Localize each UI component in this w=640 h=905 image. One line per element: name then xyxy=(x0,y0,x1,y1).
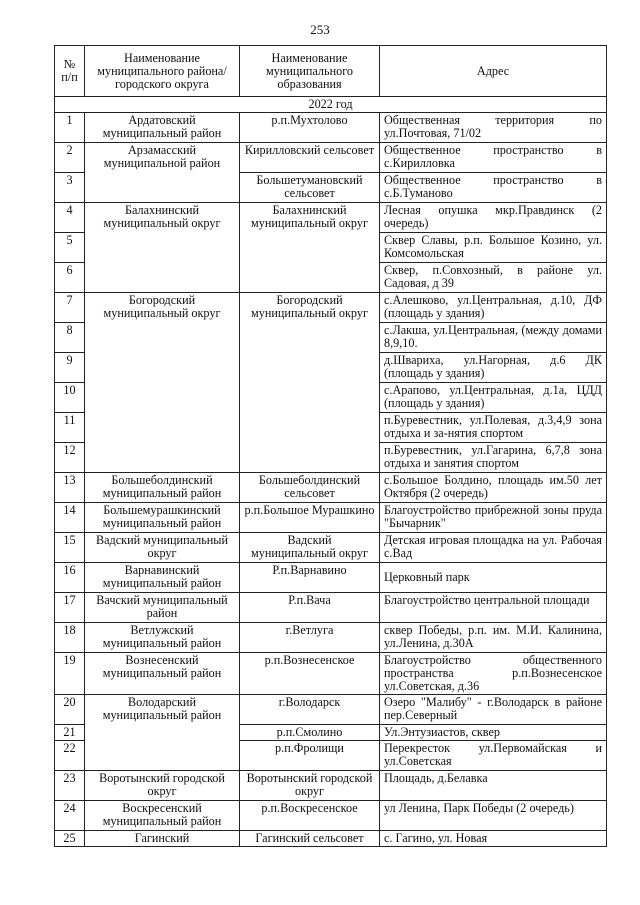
row-formation: Р.п.Вача xyxy=(240,593,380,623)
table-row xyxy=(55,533,607,563)
table-row xyxy=(55,593,607,623)
table-row xyxy=(55,563,607,593)
row-formation: Балахнинский муниципальный округ xyxy=(240,203,380,293)
row-formation: Большеболдинский сельсовет xyxy=(240,473,380,503)
row-number: 23 xyxy=(55,771,85,801)
row-district: Гагинский xyxy=(85,831,240,847)
row-address: Площадь, д.Белавка xyxy=(380,771,607,801)
row-address: Общественное пространство в с.Б.Туманово xyxy=(380,173,607,203)
row-number: 19 xyxy=(55,653,85,695)
table-row xyxy=(55,293,607,323)
row-number: 9 xyxy=(55,353,85,383)
row-number: 6 xyxy=(55,263,85,293)
table-row xyxy=(55,695,607,725)
header-formation: Наименование муниципального образования xyxy=(240,46,380,97)
row-formation: Большетумановский сельсовет xyxy=(240,173,380,203)
table-row xyxy=(55,143,607,173)
row-formation: р.п.Большое Мурашкино xyxy=(240,503,380,533)
row-formation: Гагинский сельсовет xyxy=(240,831,380,847)
table-row xyxy=(55,623,607,653)
table-row xyxy=(55,771,607,801)
row-district: Вознесенский муниципальный район xyxy=(85,653,240,695)
row-address: Ул.Энтузиастов, сквер xyxy=(380,725,607,741)
row-address: ул Ленина, Парк Победы (2 очередь) xyxy=(380,801,607,831)
header-num: № п/п xyxy=(55,46,85,97)
table-row xyxy=(55,801,607,831)
row-number: 18 xyxy=(55,623,85,653)
table-row xyxy=(55,831,607,847)
row-address: Благоустройство прибрежной зоны пруда "Бычарник" xyxy=(380,503,607,533)
row-district: Большемурашкинский муниципальный район xyxy=(85,503,240,533)
row-district: Богородский муниципальный округ xyxy=(85,293,240,473)
row-address: Сквер Славы, р.п. Большое Козино, ул. Комсомольская xyxy=(380,233,607,263)
row-district: Вадский муниципальный округ xyxy=(85,533,240,563)
row-number: 10 xyxy=(55,383,85,413)
row-number: 21 xyxy=(55,725,85,741)
row-district: Балахнинский муниципальный округ xyxy=(85,203,240,293)
row-formation: р.п.Вознесенское xyxy=(240,653,380,695)
row-number: 16 xyxy=(55,563,85,593)
row-formation: р.п.Воскресенское xyxy=(240,801,380,831)
row-number: 2 xyxy=(55,143,85,173)
objects-table xyxy=(54,45,607,847)
row-number: 17 xyxy=(55,593,85,623)
row-district: Воротынский городской округ xyxy=(85,771,240,801)
table-row xyxy=(55,503,607,533)
row-address: Озеро "Малибу" - г.Володарск в районе пер.Северный xyxy=(380,695,607,725)
row-number: 1 xyxy=(55,113,85,143)
row-number: 4 xyxy=(55,203,85,233)
table-row xyxy=(55,653,607,695)
table-row xyxy=(55,473,607,503)
row-formation: г.Ветлуга xyxy=(240,623,380,653)
row-address: Перекресток ул.Первомайская и ул.Советская xyxy=(380,741,607,771)
row-address: д.Швариха, ул.Нагорная, д.6 ДК (площадь у здания) xyxy=(380,353,607,383)
row-number: 13 xyxy=(55,473,85,503)
row-address: Сквер, п.Совхозный, в районе ул. Садовая, д 39 xyxy=(380,263,607,293)
row-district: Большеболдинский муниципальный район xyxy=(85,473,240,503)
row-address: Общественное пространство в с.Кирилловка xyxy=(380,143,607,173)
row-number: 11 xyxy=(55,413,85,443)
row-district: Вачский муниципальный район xyxy=(85,593,240,623)
row-address: Церковный парк xyxy=(380,563,607,593)
row-number: 14 xyxy=(55,503,85,533)
row-number: 5 xyxy=(55,233,85,263)
year-label: 2022 год xyxy=(55,97,607,113)
table-row xyxy=(55,113,607,143)
year-row xyxy=(55,97,607,113)
row-formation: р.п.Смолино xyxy=(240,725,380,741)
row-address: с.Арапово, ул.Центральная, д.1а, ЦДД (площадь у здания) xyxy=(380,383,607,413)
row-address: Благоустройство центральной площади xyxy=(380,593,607,623)
row-address: п.Буревестник, ул.Гагарина, 6,7,8 зона отдыха и занятия спортом xyxy=(380,443,607,473)
row-number: 12 xyxy=(55,443,85,473)
row-address: Общественная территория по ул.Почтовая, 71/02 xyxy=(380,113,607,143)
row-formation: р.п.Фролищи xyxy=(240,741,380,771)
page-number: 253 xyxy=(310,22,330,37)
row-district: Арзамасский муниципальной район xyxy=(85,143,240,203)
row-number: 20 xyxy=(55,695,85,725)
row-formation: Богородский муниципальный округ xyxy=(240,293,380,473)
row-address: с.Большое Болдино, площадь им.50 лет Октября (2 очередь) xyxy=(380,473,607,503)
row-address: сквер Победы, р.п. им. М.И. Калинина, ул.Ленина, д.30А xyxy=(380,623,607,653)
row-district: Варнавинский муниципальный район xyxy=(85,563,240,593)
table-row xyxy=(55,203,607,233)
row-district: Ардатовский муниципальный район xyxy=(85,113,240,143)
row-formation: р.п.Мухтолово xyxy=(240,113,380,143)
row-number: 15 xyxy=(55,533,85,563)
row-formation: Р.п.Варнавино xyxy=(240,563,380,593)
row-address: с.Алешково, ул.Центральная, д.10, ДФ (площадь у здания) xyxy=(380,293,607,323)
row-number: 3 xyxy=(55,173,85,203)
header-district: Наименование муниципального района/ городского округа xyxy=(85,46,240,97)
row-formation: Кирилловский сельсовет xyxy=(240,143,380,173)
row-address: с.Лакша, ул.Центральная, (между домами 8,9,10. xyxy=(380,323,607,353)
row-address: п.Буревестник, ул.Полевая, д.3,4,9 зона отдыха и за-нятия спортом xyxy=(380,413,607,443)
row-number: 25 xyxy=(55,831,85,847)
row-number: 8 xyxy=(55,323,85,353)
row-formation: г.Володарск xyxy=(240,695,380,725)
row-district: Володарский муниципальный район xyxy=(85,695,240,771)
row-district: Ветлужский муниципальный район xyxy=(85,623,240,653)
row-formation: Вадский муниципальный округ xyxy=(240,533,380,563)
row-address: Лесная опушка мкр.Правдинск (2 очередь) xyxy=(380,203,607,233)
row-address: Благоустройство общественного пространства р.п.Вознесенское ул.Советская, д.36 xyxy=(380,653,607,695)
row-number: 24 xyxy=(55,801,85,831)
row-district: Воскресенский муниципальный район xyxy=(85,801,240,831)
row-formation: Воротынский городской округ xyxy=(240,771,380,801)
row-address: с. Гагино, ул. Новая xyxy=(380,831,607,847)
row-number: 22 xyxy=(55,741,85,771)
row-address: Детская игровая площадка на ул. Рабочая с.Вад xyxy=(380,533,607,563)
header-address: Адрес xyxy=(380,46,607,97)
table-header-row xyxy=(55,46,607,97)
row-number: 7 xyxy=(55,293,85,323)
